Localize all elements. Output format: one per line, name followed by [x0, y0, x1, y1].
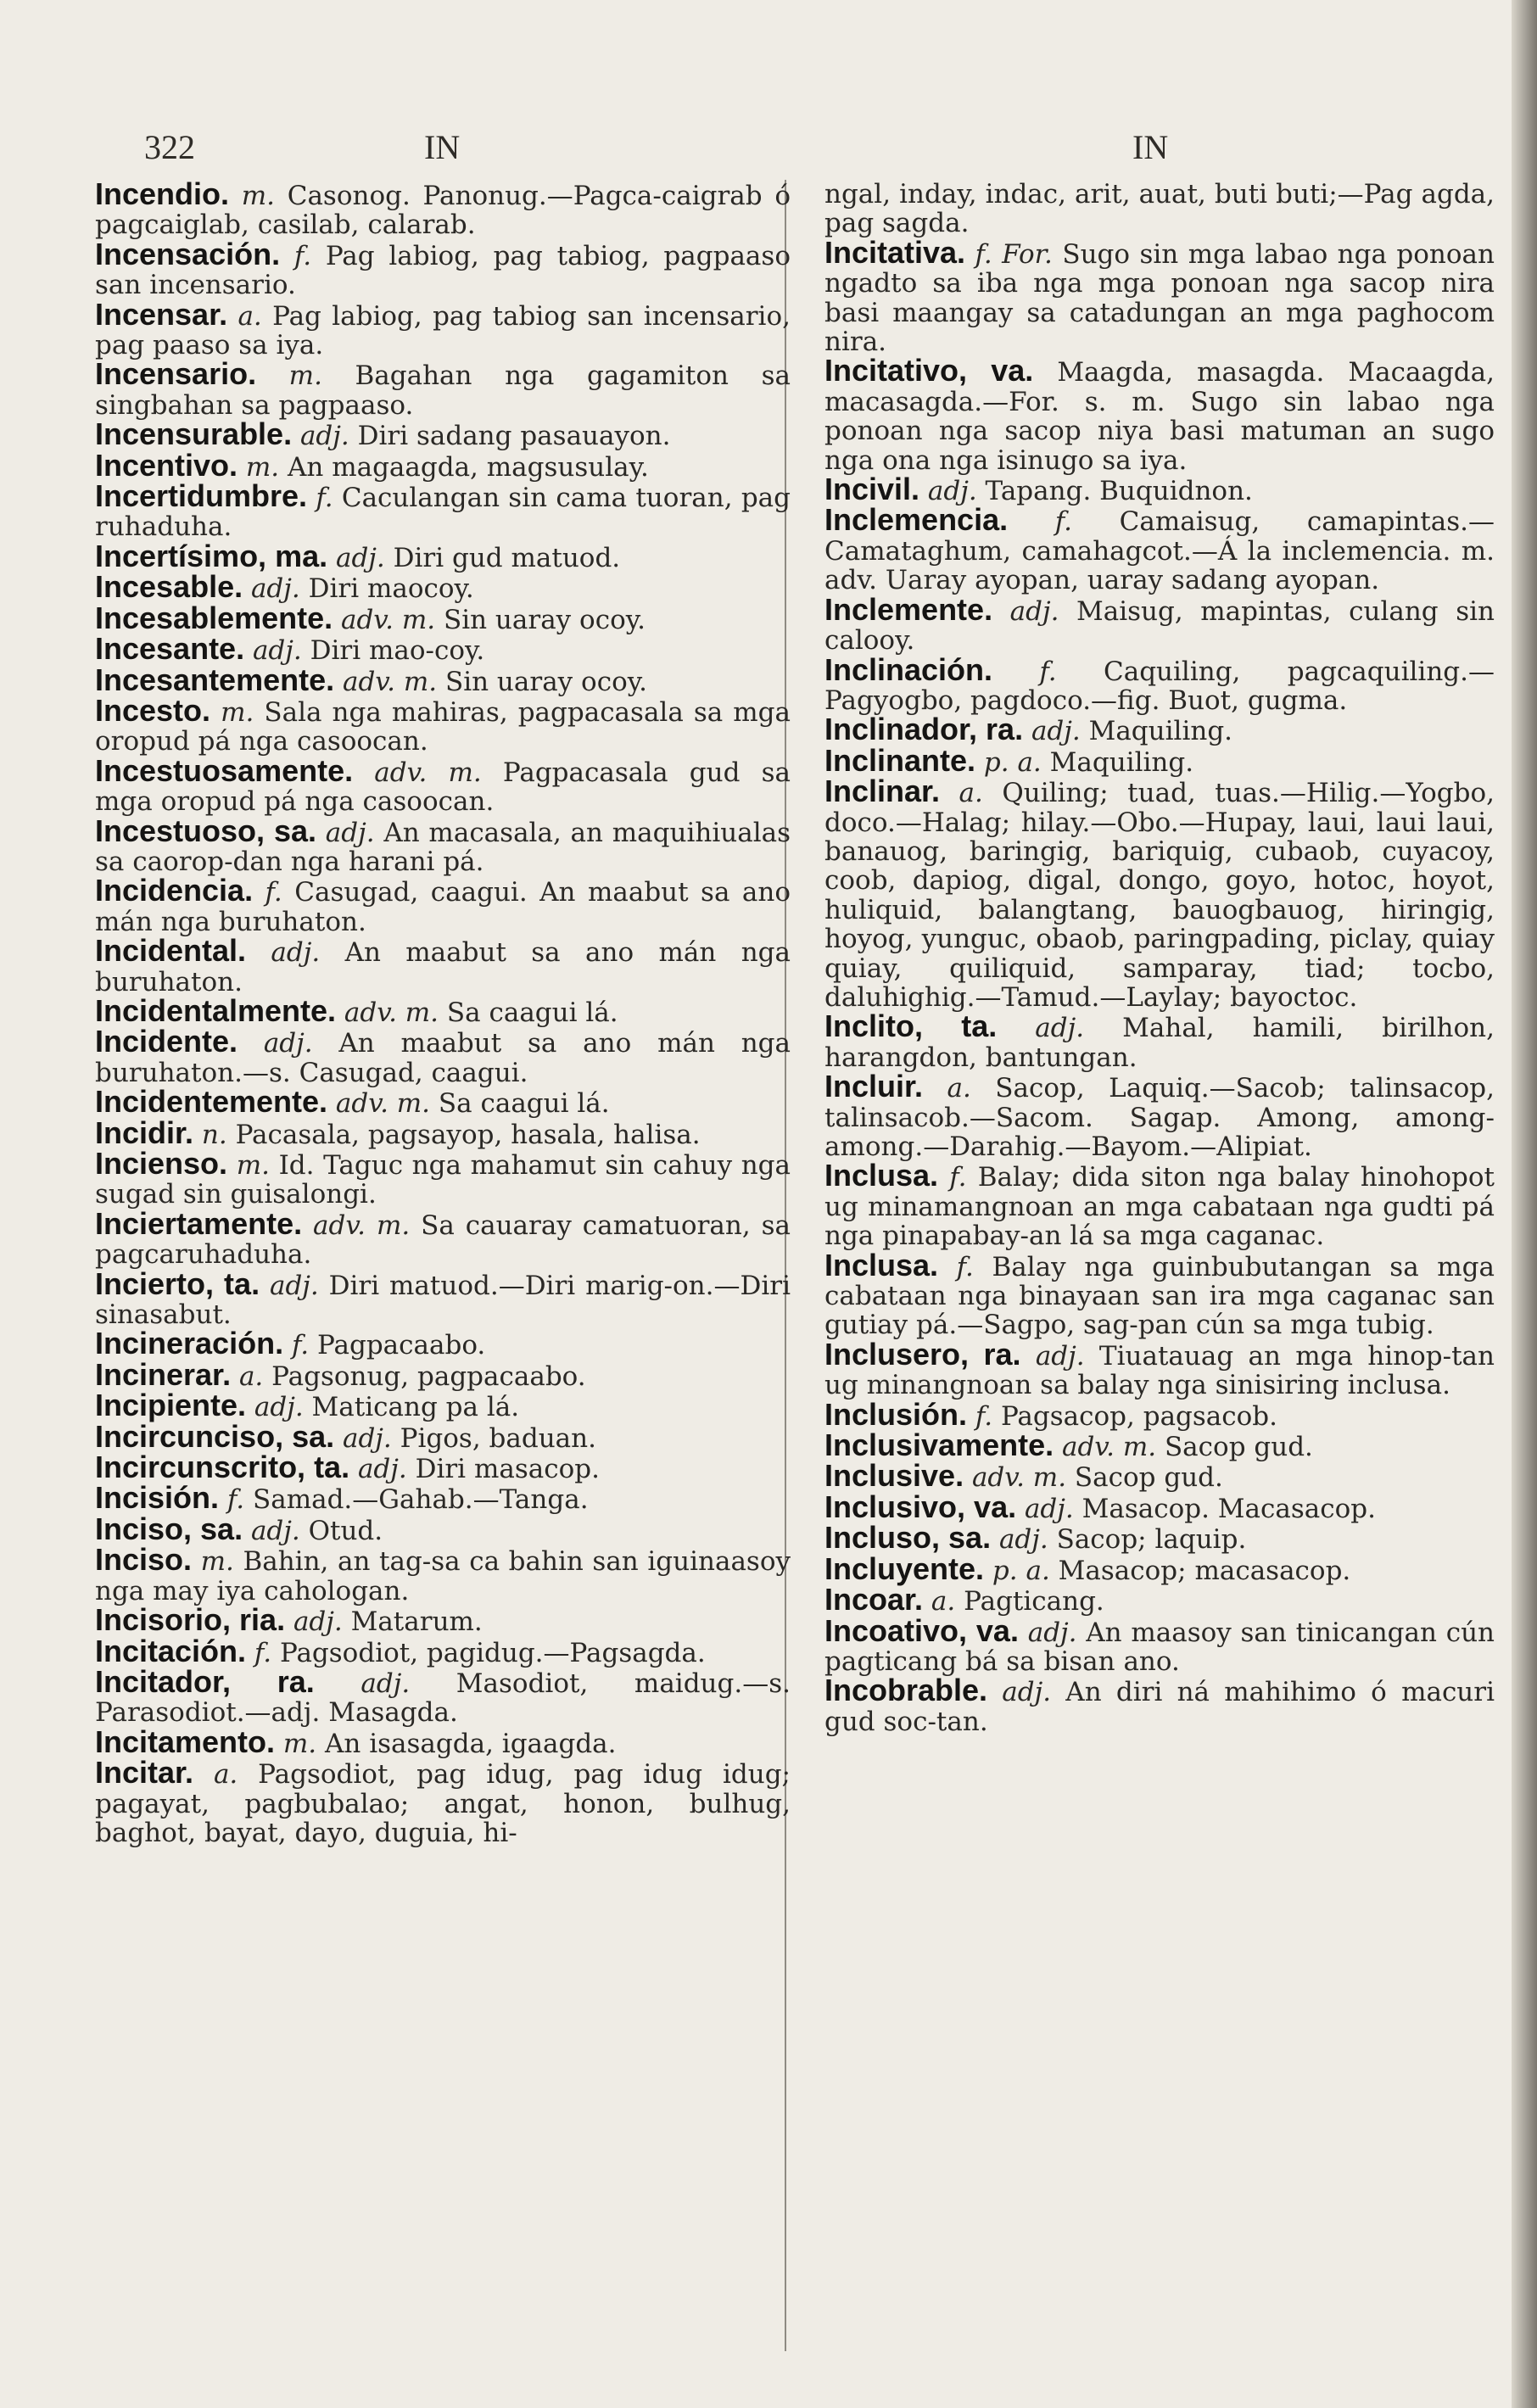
entry-headword: Incentivo. — [95, 447, 238, 483]
entry-headword: Inclinador, ra. — [824, 712, 1024, 747]
entry-headword: Incoativo, va. — [824, 1612, 1019, 1648]
entry-definition: Sin uaray ocoy. — [437, 666, 647, 697]
entry-grammar-label: adj. — [325, 817, 375, 848]
entry-grammar-label: f. — [949, 1162, 967, 1193]
entry-headword: Inclusivo, va. — [824, 1489, 1017, 1524]
entry-grammar-label: adj. — [342, 1422, 392, 1454]
dictionary-entry — [824, 1247, 1495, 1341]
dictionary-entry — [824, 1673, 1495, 1737]
entry-definition: Diri sadang pasauayon. — [349, 421, 671, 452]
entry-grammar-label: adv. m. — [342, 666, 438, 697]
dictionary-entry — [824, 472, 1495, 507]
entry-definition: Diri maocoy. — [299, 573, 474, 605]
entry-headword: Incitativa. — [824, 234, 966, 270]
dictionary-entry — [95, 1146, 791, 1210]
entry-headword: Inclinar. — [824, 774, 941, 809]
entry-grammar-label: a. — [959, 778, 983, 809]
entry-definition: Sa caagui lá. — [439, 997, 618, 1028]
entry-headword: Inclito, ta. — [824, 1008, 998, 1044]
entry-definition: Maticang pa lá. — [303, 1392, 520, 1423]
entry-grammar-label: adv. m. — [313, 1210, 411, 1241]
entry-grammar-label: adj. — [250, 573, 300, 605]
entry-definition: Id. Taguc nga mahamut sin cahuy nga sugad sin guisalongi. — [95, 1150, 791, 1210]
book-spine-shadow — [1512, 0, 1537, 2408]
dictionary-entry — [824, 1489, 1495, 1524]
dictionary-entry — [824, 651, 1495, 716]
dictionary-entry — [95, 873, 791, 937]
dictionary-entry — [95, 1663, 791, 1729]
entry-grammar-label: a. — [931, 1586, 956, 1617]
entry-definition: Masacop. Macasacop. — [1073, 1493, 1376, 1524]
dictionary-entry — [95, 1265, 791, 1331]
entry-headword: Incensar. — [95, 296, 228, 332]
entry-grammar-label: adj. — [293, 1606, 343, 1638]
entry-grammar-label: m. — [282, 1728, 317, 1759]
entry-headword: Incensario. — [95, 356, 257, 392]
entry-definition: An maabut sa ano mán nga buruhaton. — [95, 937, 791, 997]
dictionary-entry — [95, 356, 791, 421]
dictionary-entry — [824, 1612, 1495, 1677]
entry-definition: Pigos, baduan. — [391, 1422, 596, 1454]
entry-definition: Diri mao-coy. — [301, 635, 485, 667]
entry-headword: Incluir. — [824, 1069, 924, 1104]
entry-grammar-label: adj. — [271, 937, 321, 969]
entry-definition: Pag labiog, pag tabiog, pagpaaso san incensario. — [95, 240, 791, 301]
entry-headword: Inclemencia. — [824, 502, 1009, 538]
entry-definition: Maisug, mapintas, culang sin calooy. — [824, 595, 1495, 656]
entry-headword: Inclusa. — [824, 1247, 939, 1282]
dictionary-entry — [95, 1542, 791, 1606]
entry-definition: Sacop gud. — [1156, 1432, 1313, 1463]
entry-headword: Incesto. — [95, 692, 211, 728]
entry-headword: Incesable. — [95, 569, 243, 605]
entry-definition: Pacasala, pagsayop, hasala, halisa. — [226, 1119, 701, 1150]
dictionary-entry — [95, 296, 791, 361]
dictionary-entry — [95, 1115, 791, 1150]
entry-grammar-label: f. — [1039, 656, 1057, 687]
dictionary-entry — [95, 1633, 791, 1668]
dictionary-entry — [95, 1755, 791, 1848]
entry-grammar-label: a. — [213, 1759, 238, 1791]
dictionary-entry — [95, 1205, 791, 1271]
dictionary-entry — [95, 447, 791, 483]
entry-grammar-label: a. — [238, 300, 262, 332]
entry-grammar-label: f. For. — [975, 238, 1053, 270]
entry-grammar-label: p. a. — [992, 1555, 1050, 1586]
entry-definition: Sala nga mahiras, pagpacasala sa mga oropud pá nga casoocan. — [95, 696, 791, 757]
entry-grammar-label: adj. — [1035, 1013, 1085, 1044]
dictionary-entry — [95, 1480, 791, 1516]
entry-headword: Incensación. — [95, 236, 281, 271]
entry-grammar-label: p. a. — [983, 746, 1042, 778]
dictionary-entry — [95, 1024, 791, 1088]
entry-headword: Incidencia. — [95, 873, 254, 908]
entry-headword: Inclinación. — [824, 651, 993, 687]
dictionary-entry — [824, 1427, 1495, 1463]
entry-headword: Incesantemente. — [95, 662, 335, 697]
entry-headword: Incobrable. — [824, 1673, 988, 1708]
dictionary-entry — [95, 1724, 791, 1759]
dictionary-entry — [95, 1602, 791, 1638]
entry-grammar-label: adj. — [1009, 595, 1059, 627]
entry-definition: Pagpacaabo. — [309, 1330, 486, 1361]
dictionary-entry — [824, 1336, 1495, 1401]
entry-headword: Incitativo, va. — [824, 353, 1034, 388]
entry-headword: Inclinante. — [824, 742, 976, 778]
entry-headword: Incesablemente. — [95, 600, 333, 635]
entry-grammar-label: adj. — [360, 1668, 411, 1699]
entry-grammar-label: m. — [236, 1150, 270, 1181]
dictionary-entry — [824, 591, 1495, 656]
entry-grammar-label: f. — [291, 1330, 310, 1361]
dictionary-entry — [824, 1550, 1495, 1586]
dictionary-entry — [95, 176, 791, 241]
dictionary-entry — [824, 742, 1495, 778]
dictionary-entry — [95, 1326, 791, 1361]
entry-headword: Inclusión. — [824, 1396, 968, 1432]
entry-headword: Incensurable. — [95, 416, 293, 452]
entry-grammar-label: adj. — [269, 1270, 319, 1301]
entry-headword: Inclusive. — [824, 1458, 964, 1494]
entry-headword: Inciso. — [95, 1542, 193, 1578]
dictionary-entry — [95, 538, 791, 573]
entry-grammar-label: f. — [956, 1251, 974, 1282]
entry-definition: Masacop; macasacop. — [1049, 1555, 1351, 1586]
entry-grammar-label: adv. m. — [1061, 1432, 1157, 1463]
dictionary-entry — [95, 1356, 791, 1392]
entry-grammar-label: adj. — [927, 476, 977, 507]
entry-grammar-label: f. — [316, 483, 333, 514]
entry-headword: Incinerar. — [95, 1356, 232, 1392]
entry-grammar-label: adj. — [1031, 716, 1081, 747]
entry-definition: Casonog. Panonug.—Pagca-caigrab ó pagcaiglab, casilab, calarab. — [95, 181, 791, 241]
dictionary-entry — [95, 752, 791, 818]
entry-definition: Matarum. — [342, 1606, 483, 1638]
entry-definition: An diri ná mahihimo ó macuri gud soc-tan. — [824, 1677, 1495, 1737]
entry-definition: Sacop, Laquiq.—Sacob; talinsacop, talinsacob.—Sacom. Sagap. Among, among-among.—Darahig.—Bayom.—Alipiat. — [824, 1073, 1495, 1162]
entry-grammar-label: f. — [226, 1484, 245, 1516]
entry-definition: Maquiling. — [1080, 716, 1233, 747]
entry-definition: An maabut sa ano mán nga buruhaton.—s. Casugad, caagui. — [95, 1028, 791, 1088]
entry-grammar-label: m. — [221, 696, 254, 728]
entry-headword: Inclusivamente. — [824, 1427, 1054, 1463]
entry-grammar-label: f. — [975, 1400, 993, 1432]
entry-definition: Pagpacasala gud sa mga oropud pá nga casoocan. — [95, 757, 791, 818]
dictionary-entry — [95, 662, 791, 697]
dictionary-entry — [95, 569, 791, 605]
dictionary-entry — [824, 1396, 1495, 1432]
entry-definition: Maquiling. — [1041, 746, 1194, 778]
entry-definition: Maagda, masagda. Macaagda, macasagda.—For. s. m. Sugo sin labao nga ponoan nga sacop niya basi matuman an sugo nga ona nga isinugo sa iya. — [824, 357, 1495, 476]
entry-definition: Pagsacop, pagsacob. — [992, 1400, 1278, 1432]
dictionary-entry — [95, 692, 791, 757]
entry-grammar-label: adj. — [1024, 1493, 1074, 1524]
entry-headword: Incircunciso, sa. — [95, 1418, 335, 1454]
entry-grammar-label: adj. — [1027, 1617, 1077, 1648]
dictionary-entry — [95, 1084, 791, 1120]
dictionary-entry — [95, 1388, 791, 1423]
entry-grammar-label: f. — [265, 877, 282, 908]
entry-definition: An magaagda, magsusulay. — [279, 451, 649, 483]
entry-headword: Incidir. — [95, 1115, 194, 1150]
entry-headword: Incircunscrito, ta. — [95, 1450, 350, 1485]
entry-grammar-label: f. — [1054, 506, 1072, 538]
entry-definition: Tiuatauag an mga hinop-tan ug minangnoan sa balay nga sinisiring inclusa. — [824, 1340, 1495, 1401]
entry-grammar-label: adv. m. — [344, 997, 439, 1028]
dictionary-entry — [824, 502, 1495, 596]
entry-grammar-label: f. — [254, 1637, 272, 1668]
entry-headword: Incitamento. — [95, 1724, 276, 1759]
entry-definition: Tapang. Buquidnon. — [976, 476, 1253, 507]
left-guide-word: IN — [424, 128, 461, 166]
entry-headword: Inclusa. — [824, 1158, 939, 1193]
entry-headword: Inclemente. — [824, 591, 993, 627]
entry-grammar-label: a. — [947, 1073, 971, 1104]
entry-definition: Mahal, hamili, birilhon, harangdon, bantungan. — [824, 1013, 1495, 1073]
entry-grammar-label: adj. — [252, 635, 302, 667]
entry-grammar-label: adv. m. — [374, 757, 482, 788]
entry-headword: Incidental. — [95, 933, 247, 969]
dictionary-entry — [95, 236, 791, 301]
entry-definition: Diri matuod.—Diri marig-on.—Diri sinasabut. — [95, 1270, 791, 1331]
entry-grammar-label: a. — [238, 1360, 264, 1392]
entry-headword: Inciso, sa. — [95, 1511, 243, 1546]
entry-definition: Pag labiog, pag tabiog san incensario, pag paaso sa iya. — [95, 300, 791, 361]
entry-definition: Camaisug, camapintas.—Camataghum, camahagcot.—Á la inclemencia. m. adv. Uaray ayopan, uaray sadang ayopan. — [824, 506, 1495, 596]
entry-grammar-label: m. — [245, 451, 280, 483]
entry-definition: An maasoy san tinicangan cún pagticang bá sa bisan ano. — [824, 1617, 1495, 1677]
dictionary-entry — [95, 933, 791, 997]
entry-definition: Balay nga guinbubutangan sa mga cabataan nga binayaan san ira mga caganac san gutiay pá.—Sagpo, sag-pan cún sa mga tubig. — [824, 1251, 1495, 1341]
entry-headword: Incidentemente. — [95, 1084, 328, 1120]
entry-grammar-label: m. — [241, 181, 275, 211]
left-column — [95, 176, 791, 1848]
entry-grammar-label: adj. — [1002, 1677, 1052, 1708]
entry-headword: Incierto, ta. — [95, 1265, 260, 1301]
dictionary-entry — [95, 992, 791, 1028]
entry-definition: Otud. — [299, 1515, 383, 1546]
dictionary-entry — [95, 813, 791, 877]
entry-definition: Sin uaray ocoy. — [435, 604, 646, 635]
dictionary-entry — [824, 1582, 1495, 1617]
entry-headword: Incestuoso, sa. — [95, 813, 316, 848]
entry-definition: Bahin, an tag-sa ca bahin san iguinaasoy nga may iya cahologan. — [95, 1546, 791, 1606]
entry-headword: Incertidumbre. — [95, 478, 308, 514]
entry-headword: Inciertamente. — [95, 1205, 303, 1241]
entry-grammar-label: adj. — [250, 1515, 300, 1546]
entry-headword: Incienso. — [95, 1146, 228, 1181]
dictionary-entry — [824, 1069, 1495, 1162]
entry-headword: Incineración. — [95, 1326, 284, 1361]
entry-headword: Incidentalmente. — [95, 992, 337, 1028]
entry-definition: Balay; dida siton nga balay hinohopot ug minamangnoan an mga cabataan nga gudti pá nga pinapabay-an lá sa mga caganac. — [824, 1162, 1495, 1252]
dictionary-entry — [95, 478, 791, 543]
entry-headword: Incestuosamente. — [95, 752, 354, 788]
entry-headword: Incoar. — [824, 1582, 924, 1617]
right-guide-word: IN — [1132, 128, 1169, 166]
entry-grammar-label: adv. m. — [335, 1088, 431, 1120]
entry-definition: Pagsonug, pagpacaabo. — [263, 1360, 586, 1392]
entry-definition: Quiling; tuad, tuas.—Hilig.—Yogbo, doco.—Halag; hilay.—Obo.—Hupay, laui, laui laui, banauog, baringig, bariquig, cubaob, cuyacoy, coob, dapiog, digal, dongo, goyo, hotoc, hoyot, huliquid, balangtang, bauogbauog, hiringig, hoyog, yunguc, obaob, paringpading, piclay, quiay quiay, quiliquid, samparay, tiad; tocbo, daluhighig.—Tamud.—Laylay; bayoctoc. — [824, 778, 1495, 1013]
dictionary-entry — [95, 1418, 791, 1454]
entry-grammar-label: adj. — [263, 1028, 313, 1059]
entry-grammar-label: adj. — [254, 1392, 304, 1423]
entry-headword: Incertísimo, ma. — [95, 538, 328, 573]
entry-definition: Diri masacop. — [406, 1454, 600, 1485]
entry-definition: Sacop; laquip. — [1048, 1524, 1247, 1556]
entry-grammar-label: f. — [293, 240, 312, 271]
entry-headword: Incluyente. — [824, 1550, 985, 1586]
continued-entry-text: ngal, inday, indac, arit, auat, buti buti;—Pag agda, pag sagda. — [824, 179, 1495, 239]
dictionary-entry — [824, 1008, 1495, 1073]
page-number: 322 — [144, 128, 195, 166]
right-column — [824, 180, 1495, 1736]
entry-headword: Incidente. — [95, 1024, 238, 1059]
entry-definition: Sacop gud. — [1066, 1462, 1223, 1494]
entry-headword: Inclusero, ra. — [824, 1336, 1021, 1372]
entry-headword: Incitar. — [95, 1755, 194, 1791]
entry-headword: Incipiente. — [95, 1388, 247, 1423]
dictionary-entry — [824, 712, 1495, 747]
dictionary-entry — [824, 1158, 1495, 1252]
dictionary-entry — [95, 600, 791, 635]
entry-grammar-label: m. — [288, 360, 322, 392]
entry-grammar-label: adv. m. — [971, 1462, 1067, 1494]
entry-definition: Pagticang. — [955, 1586, 1104, 1617]
entry-grammar-label: adv. m. — [340, 604, 436, 635]
entry-grammar-label: n. — [201, 1119, 227, 1150]
dictionary-entry — [824, 774, 1495, 1013]
entry-definition: An macasala, an maquihiualas sa caorop-dan nga harani pá. — [95, 817, 791, 877]
entry-definition: Diri gud matuod. — [384, 542, 621, 573]
entry-headword: Incisión. — [95, 1480, 220, 1516]
entry-headword: Incisorio, ria. — [95, 1602, 286, 1638]
entry-grammar-label: m. — [200, 1546, 234, 1578]
dictionary-entry — [824, 353, 1495, 476]
entry-definition: Pagsodiot, pag idug, pag idug idug; pagayat, pagbubalao; angat, honon, bulhug, baghot, bayat, dayo, duguia, hi- — [95, 1759, 791, 1848]
entry-headword: Incitación. — [95, 1633, 247, 1668]
entry-definition: Caquiling, pagcaquiling.—Pagyogbo, pagdoco.—fig. Buot, gugma. — [824, 656, 1495, 716]
entry-definition: Samad.—Gahab.—Tanga. — [244, 1484, 589, 1516]
dictionary-entry — [824, 1520, 1495, 1556]
dictionary-entry — [95, 416, 791, 452]
entry-headword: Incitador, ra. — [95, 1663, 315, 1699]
entry-definition: Sa caagui lá. — [430, 1088, 610, 1120]
entry-definition: Bagahan nga gagamiton sa singbahan sa pagpaaso. — [95, 360, 791, 421]
entry-headword: Incluso, sa. — [824, 1520, 992, 1556]
dictionary-entry — [95, 1450, 791, 1485]
dictionary-entry — [95, 1511, 791, 1546]
entry-definition: Caculangan sin cama tuoran, pag ruhaduha. — [95, 483, 791, 543]
dictionary-entry — [95, 631, 791, 667]
entry-definition: Casugad, caagui. An maabut sa ano mán nga buruhaton. — [95, 877, 791, 937]
entry-definition: Pagsodiot, pagidug.—Pagsagda. — [271, 1637, 706, 1668]
entry-definition: Masodiot, maidug.—s. Parasodiot.—adj. Masagda. — [95, 1668, 791, 1729]
entry-headword: Incivil. — [824, 472, 920, 507]
entry-definition: An isasagda, igaagda. — [316, 1728, 617, 1759]
entry-grammar-label: adj. — [299, 421, 349, 452]
entry-headword: Incendio. — [95, 176, 230, 211]
dictionary-entry — [824, 234, 1495, 358]
entry-grammar-label: adj. — [335, 542, 385, 573]
entry-definition: Sa cauaray camatuoran, sa pagcaruhaduha. — [95, 1210, 791, 1271]
entry-definition: Sugo sin mga labao nga ponoan ngadto sa iba nga mga ponoan nga sacop nira basi maangay sa catadungan an mga paghocom nira. — [824, 238, 1495, 358]
entry-grammar-label: adj. — [1035, 1340, 1085, 1372]
dictionary-entry — [824, 1458, 1495, 1494]
entry-grammar-label: adj. — [998, 1524, 1048, 1556]
entry-grammar-label: adj. — [357, 1454, 407, 1485]
entry-headword: Incesante. — [95, 631, 245, 667]
